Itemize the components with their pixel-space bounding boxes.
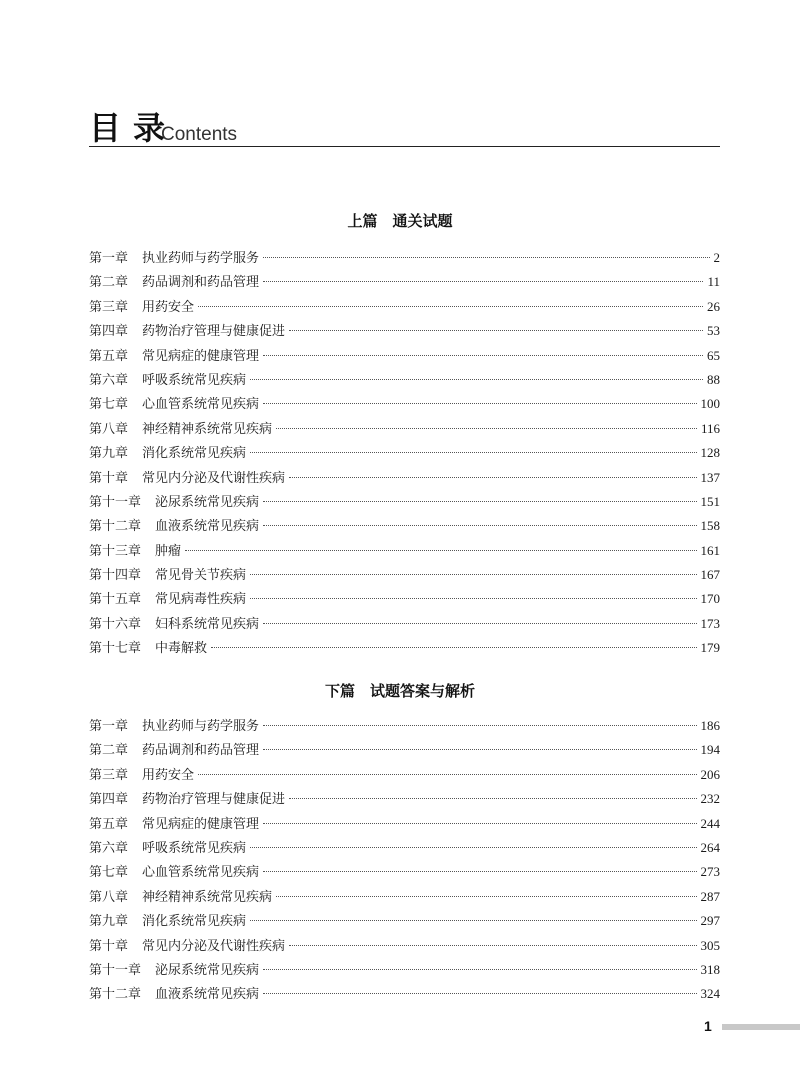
chapter-title: 泌尿系统常见疾病	[155, 494, 260, 510]
chapter-number: 第十五章	[89, 592, 142, 608]
chapter-page-number: 173	[700, 615, 720, 631]
chapter-title: 执业药师与药学服务	[142, 251, 260, 266]
chapter-title: 心血管系统常见疾病	[142, 865, 260, 881]
dot-leader	[263, 281, 703, 282]
chapter-number: 第十四章	[89, 568, 142, 584]
chapter-title: 药物治疗管理与健康促进	[142, 324, 286, 340]
chapter-page-number: 88	[707, 371, 720, 387]
chapter-title: 常见内分泌及代谢性疾病	[142, 470, 286, 486]
dot-leader	[289, 945, 696, 946]
toc-entry[interactable]	[89, 563, 720, 587]
chapter-title: 执业药师与药学服务	[142, 719, 260, 734]
chapter-title: 心血管系统常见疾病	[142, 397, 260, 413]
chapter-title: 常见病症的健康管理	[142, 816, 260, 832]
dot-leader	[263, 969, 696, 970]
chapter-title: 用药安全	[142, 299, 195, 315]
chapter-page-number: 318	[700, 961, 720, 977]
dot-leader	[276, 896, 696, 897]
chapter-page-number: 116	[700, 420, 720, 436]
toc-entry[interactable]	[89, 738, 720, 762]
dot-leader	[198, 306, 703, 307]
chapter-page-number: 324	[700, 986, 720, 1002]
chapter-number: 第十三章	[89, 543, 142, 559]
dot-leader	[185, 550, 696, 551]
chapter-number: 第六章	[89, 372, 129, 388]
chapter-title: 中毒解救	[155, 641, 208, 657]
chapter-page-number: 194	[700, 742, 720, 758]
dot-leader	[263, 749, 696, 750]
chapter-number: 第二章	[89, 743, 129, 759]
toc-entry[interactable]	[89, 466, 720, 490]
toc-entry[interactable]	[89, 490, 720, 514]
chapter-title: 肿瘤	[155, 543, 182, 559]
folio-bar	[722, 1024, 800, 1030]
dot-leader	[250, 379, 703, 380]
toc-entry[interactable]	[89, 514, 720, 538]
chapter-number: 第十二章	[89, 519, 142, 535]
toc-entry[interactable]	[89, 441, 720, 465]
chapter-page-number: 186	[700, 718, 720, 733]
chapter-title: 常见内分泌及代谢性疾病	[142, 938, 286, 954]
toc-entry[interactable]	[89, 787, 720, 811]
toc-entry[interactable]	[89, 612, 720, 636]
toc-entry[interactable]	[89, 246, 720, 270]
toc-entry[interactable]	[89, 714, 720, 738]
chapter-page-number: 151	[700, 493, 720, 509]
toc-entry[interactable]	[89, 417, 720, 441]
chapter-number: 第十六章	[89, 616, 142, 632]
toc-entry[interactable]	[89, 636, 720, 660]
toc-entry[interactable]	[89, 344, 720, 368]
dot-leader	[250, 452, 696, 453]
chapter-page-number: 161	[700, 542, 720, 558]
dot-leader	[263, 525, 696, 526]
chapter-page-number: 65	[707, 347, 720, 363]
chapter-page-number: 287	[700, 888, 720, 904]
dot-leader	[263, 623, 696, 624]
dot-leader	[263, 871, 696, 872]
dot-leader	[263, 355, 703, 356]
chapter-title: 泌尿系统常见疾病	[155, 962, 260, 978]
toc-entry[interactable]	[89, 392, 720, 416]
chapter-page-number: 137	[700, 469, 720, 485]
chapter-page-number: 244	[700, 815, 720, 831]
chapter-title: 神经精神系统常见疾病	[142, 421, 273, 437]
chapter-number: 第十一章	[89, 962, 142, 978]
chapter-page-number: 167	[700, 567, 720, 583]
chapter-title: 神经精神系统常见疾病	[142, 889, 273, 905]
page-subtitle: Contents	[161, 124, 238, 145]
folio-page-number: 1	[704, 1018, 712, 1034]
chapter-title: 血液系统常见疾病	[155, 987, 260, 1003]
chapter-number: 第八章	[89, 889, 129, 905]
chapter-page-number: 158	[700, 518, 720, 534]
toc-entry[interactable]	[89, 982, 720, 1006]
toc-entry[interactable]	[89, 587, 720, 611]
chapter-page-number: 53	[707, 323, 720, 339]
chapter-title: 常见病症的健康管理	[142, 348, 260, 364]
chapter-title: 呼吸系统常见疾病	[142, 840, 247, 856]
toc-entry[interactable]	[89, 885, 720, 909]
chapter-number: 第四章	[89, 324, 129, 340]
toc-entry[interactable]	[89, 934, 720, 958]
chapter-number: 第四章	[89, 792, 129, 808]
toc-list-part-1	[89, 246, 720, 661]
toc-entry[interactable]	[89, 763, 720, 787]
chapter-number: 第三章	[89, 767, 129, 783]
chapter-number: 第十章	[89, 938, 129, 954]
chapter-page-number: 170	[700, 591, 720, 607]
chapter-page-number: 297	[700, 913, 720, 929]
toc-header	[89, 108, 720, 147]
chapter-number: 第九章	[89, 914, 129, 930]
chapter-page-number: 273	[700, 864, 720, 880]
chapter-number: 第十一章	[89, 494, 142, 510]
chapter-title: 消化系统常见疾病	[142, 446, 247, 462]
chapter-page-number: 128	[700, 445, 720, 461]
dot-leader	[250, 920, 696, 921]
chapter-number: 第二章	[89, 275, 129, 291]
chapter-title: 呼吸系统常见疾病	[142, 372, 247, 388]
dot-leader	[276, 428, 697, 429]
toc-entry[interactable]	[89, 812, 720, 836]
chapter-page-number: 2	[713, 250, 720, 265]
toc-entry[interactable]	[89, 270, 720, 294]
dot-leader	[263, 993, 696, 994]
chapter-title: 常见骨关节疾病	[155, 568, 247, 584]
chapter-page-number: 206	[700, 766, 720, 782]
toc-entry[interactable]	[89, 836, 720, 860]
toc-entry[interactable]	[89, 319, 720, 343]
page-title: 目录	[89, 109, 178, 147]
toc-entry[interactable]	[89, 539, 720, 563]
chapter-number: 第五章	[89, 348, 129, 364]
chapter-number: 第十七章	[89, 641, 142, 657]
dot-leader	[289, 330, 703, 331]
dot-leader	[289, 798, 696, 799]
section-title-part-1: 上篇 通关试题	[347, 212, 453, 230]
dot-leader	[211, 647, 696, 648]
dot-leader	[263, 725, 696, 726]
chapter-page-number: 179	[700, 640, 720, 656]
chapter-number: 第八章	[89, 421, 129, 437]
chapter-page-number: 232	[700, 791, 720, 807]
chapter-number: 第一章	[89, 719, 129, 734]
toc-entry[interactable]	[89, 909, 720, 933]
chapter-title: 消化系统常见疾病	[142, 914, 247, 930]
toc-entry[interactable]	[89, 958, 720, 982]
chapter-title: 妇科系统常见疾病	[155, 616, 260, 632]
chapter-title: 常见病毒性疾病	[155, 592, 247, 608]
section-title-part-2: 下篇 试题答案与解析	[324, 682, 475, 700]
dot-leader	[250, 598, 696, 599]
chapter-title: 药品调剂和药品管理	[142, 743, 260, 759]
chapter-number: 第七章	[89, 865, 129, 881]
dot-leader	[250, 847, 696, 848]
chapter-page-number: 26	[707, 298, 720, 314]
dot-leader	[263, 403, 696, 404]
chapter-title: 血液系统常见疾病	[155, 519, 260, 535]
chapter-page-number: 11	[707, 274, 720, 290]
chapter-number: 第九章	[89, 446, 129, 462]
chapter-title: 用药安全	[142, 767, 195, 783]
dot-leader	[250, 574, 696, 575]
chapter-number: 第七章	[89, 397, 129, 413]
chapter-number: 第六章	[89, 840, 129, 856]
chapter-number: 第三章	[89, 299, 129, 315]
dot-leader	[289, 477, 696, 478]
dot-leader	[198, 774, 696, 775]
toc-entry[interactable]	[89, 368, 720, 392]
chapter-page-number: 305	[700, 937, 720, 953]
toc-entry[interactable]	[89, 295, 720, 319]
chapter-number: 第一章	[89, 251, 129, 266]
toc-entry[interactable]	[89, 860, 720, 884]
chapter-title: 药物治疗管理与健康促进	[142, 792, 286, 808]
dot-leader	[263, 501, 696, 502]
chapter-page-number: 100	[700, 396, 720, 412]
chapter-number: 第五章	[89, 816, 129, 832]
chapter-number: 第十二章	[89, 987, 142, 1003]
dot-leader	[263, 257, 709, 258]
toc-list-part-2	[89, 714, 720, 1007]
chapter-number: 第十章	[89, 470, 129, 486]
chapter-title: 药品调剂和药品管理	[142, 275, 260, 291]
dot-leader	[263, 823, 696, 824]
chapter-page-number: 264	[700, 839, 720, 855]
